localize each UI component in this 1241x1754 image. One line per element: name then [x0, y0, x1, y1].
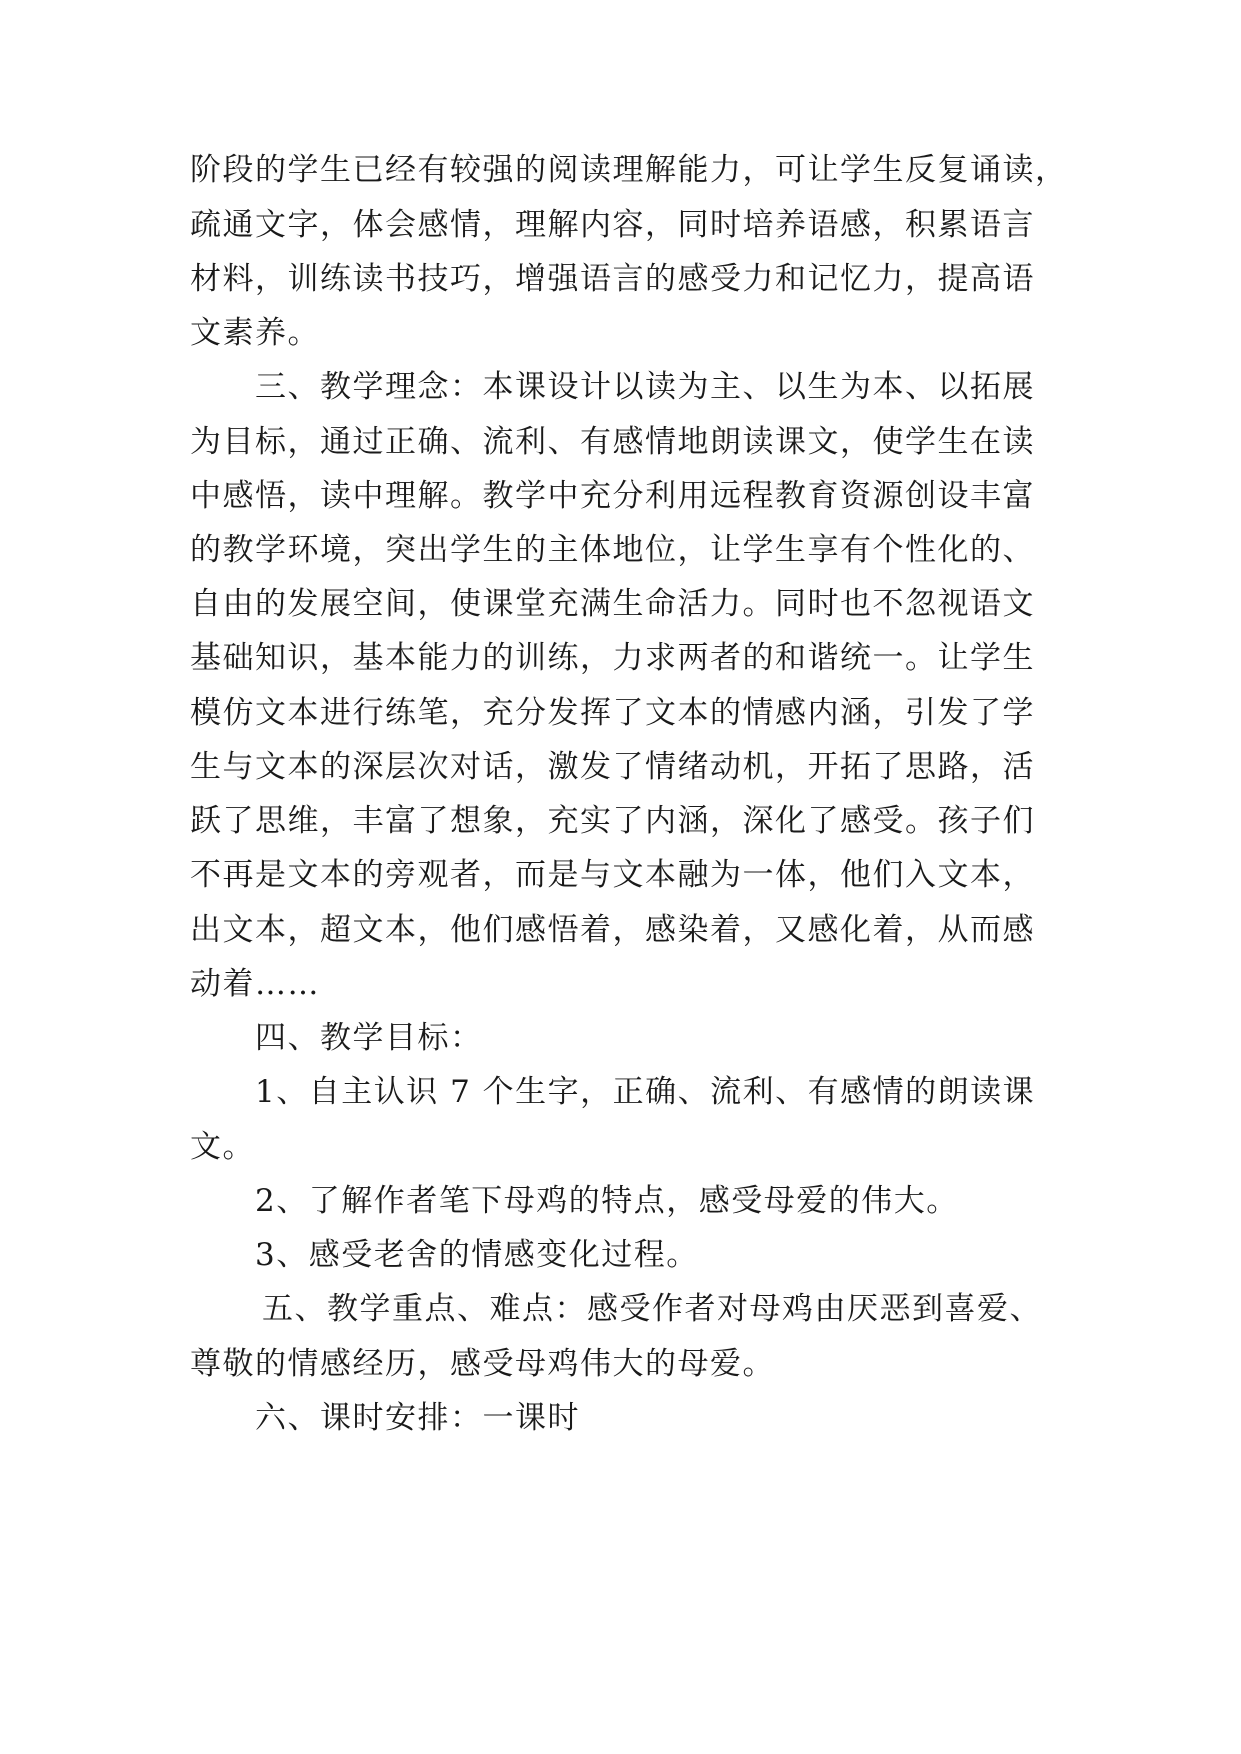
text-line: 自由的发展空间，使课堂充满生命活力。同时也不忽视语文: [190, 586, 1035, 622]
text-line: 不再是文本的旁观者，而是与文本融为一体，他们入文本，: [190, 857, 1035, 893]
text-line: 的教学环境，突出学生的主体地位，让学生享有个性化的、: [190, 532, 1035, 568]
text-line: 材料，训练读书技巧，增强语言的感受力和记忆力，提高语: [190, 261, 1035, 297]
text-line: 文素养。: [190, 315, 320, 351]
text-line: 疏通文字，体会感情，理解内容，同时培养语感，积累语言: [190, 207, 1035, 243]
section-heading-3: 三、教学理念：本课设计以读为主、以生为本、以拓展: [255, 369, 1035, 405]
text-line: 阶段的学生已经有较强的阅读理解能力，可让学生反复诵读，: [190, 152, 1068, 188]
section-heading-4: 四、教学目标：: [255, 1020, 483, 1056]
section-heading-6: 六、课时安排：一课时: [255, 1400, 580, 1436]
objective-item-2: 2、了解作者笔下母鸡的特点，感受母爱的伟大。: [255, 1183, 959, 1219]
text-line: 基础知识，基本能力的训练，力求两者的和谐统一。让学生: [190, 640, 1035, 676]
text-line: 中感悟，读中理解。教学中充分利用远程教育资源创设丰富: [190, 478, 1035, 514]
text-line: 动着……: [190, 966, 320, 1002]
objective-item-1: 1、自主认识 7 个生字，正确、流利、有感情的朗读课: [255, 1074, 1036, 1110]
text-line: 为目标，通过正确、流利、有感情地朗读课文，使学生在读: [190, 424, 1035, 460]
text-line: 文。: [190, 1129, 255, 1165]
objective-item-3: 3、感受老舍的情感变化过程。: [255, 1237, 699, 1273]
section-heading-5: 五、教学重点、难点：感受作者对母鸡由厌恶到喜爱、: [262, 1291, 1042, 1327]
text-line: 跃了思维，丰富了想象，充实了内涵，深化了感受。孩子们: [190, 803, 1035, 839]
text-line: 出文本，超文本，他们感悟着，感染着，又感化着，从而感: [190, 912, 1035, 948]
text-line: 尊敬的情感经历，感受母鸡伟大的母爱。: [190, 1346, 775, 1382]
text-line: 模仿文本进行练笔，充分发挥了文本的情感内涵，引发了学: [190, 695, 1035, 731]
text-line: 生与文本的深层次对话，激发了情绪动机，开拓了思路，活: [190, 749, 1035, 785]
